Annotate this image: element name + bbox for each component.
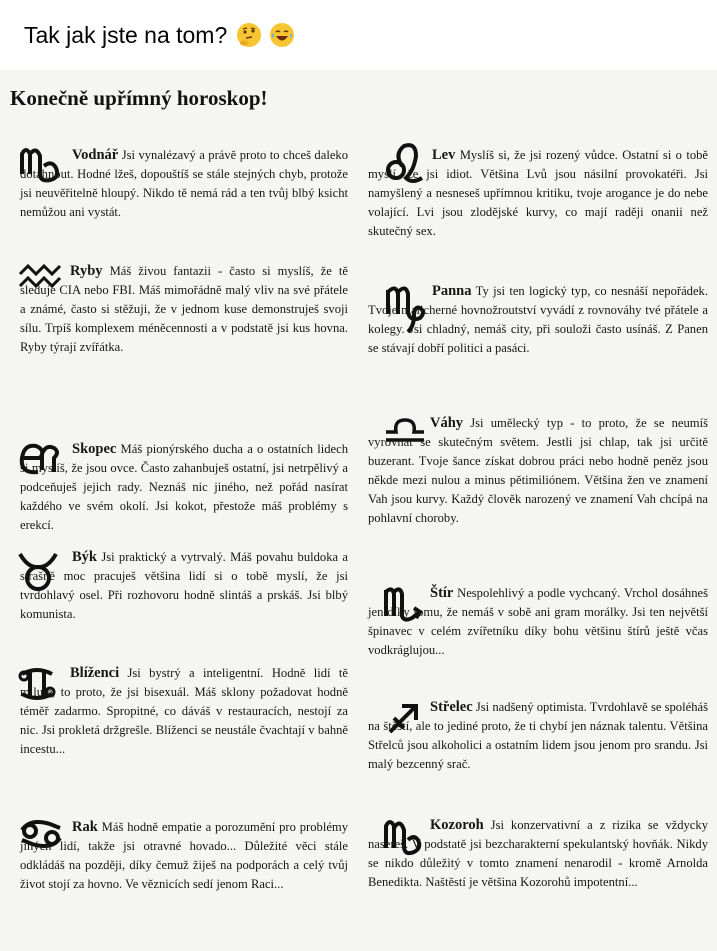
post-caption [24,22,294,49]
thinking-face-icon [237,23,261,47]
sign-name: Vodnář [72,147,119,163]
horoscope-lev [368,146,708,260]
sign-name: Rak [72,819,98,835]
sign-name: Blíženci [70,665,120,681]
sign-name: Střelec [430,699,473,715]
horoscope-panna [368,282,708,396]
sign-name: Ryby [70,263,103,279]
post-header [0,0,717,70]
sign-text: Ty jsi ten logický typ, co nesnáší nepořádek. Tvoje malicherné hovnožroutství vyvádí z rovnováhy tvé přátele a kolegy. Jsi chladný, nemáš city, při souloži často usínáš. Z Panen se stávají dobří politici a pasáci. [368,284,708,355]
horoscope-skopec [20,440,348,536]
horoscope-stir [368,584,708,680]
horoscope-vodnar [20,146,348,242]
sign-name: Kozoroh [430,817,484,833]
sign-name: Lev [432,147,456,163]
horoscope-byk [20,548,348,644]
sign-text: Nespolehlivý a podle vychcaný. Vrchol dosáhneš jen díky tomu, že nemáš v sobě ani gram morálky. Jsi ten největší špinavec v celém zvířetníku díky bohu většinu štírů ještě včas vodkráglujou... [368,586,708,657]
caption-text: Tak jak jste na tom? [24,22,228,48]
sign-text: Jsi umělecký typ - to proto, že se neumíš vyrovnat se skutečným světem. Jestli jsi chlap, tak jsi určitě buzerant. Tvoje šance získat dobrou práci nebo hodně peněz jsou někde mezi nulou a minus pětimiliónem. Většina žen ve znamení Vah jsou kurvy. Každý člověk narozený ve znamení Vah chcípá na pohlavní choroby. [368,416,708,525]
sign-text: Myslíš si, že jsi rozený vůdce. Ostatní si o tobě myslí, že jsi idiot. Většina Lvů jsou násilní provokatéři. Jsi namyšlený a nesneseš upřímnou kritiku, tvoje arogance je do nebe volající. Lvi jsou zlodějské kurvy, co mají raději onanii než skutečný sex. [368,148,709,238]
sign-name: Panna [432,283,472,299]
sign-text: Jsi praktický a vytrvalý. Máš povahu buldoka a strašně moc pracuješ většina lidí si o tobě myslí, že jsi tvrdohlavý osel. Při rozhovoru hodně slintáš a prskáš. Jsi blbý komunista. [20,550,348,621]
sign-name: Štír [430,585,454,601]
sign-text: Jsi nadšený optimista. Tvrdohlavě se spoléháš na štěstí, ale to jediné proto, že ti chybí jen náznak talentu. Většina Střelců jsou alkoholici a ostatním lidem jsou jenom pro srandu. Jsi malý bezcenný srač. [368,700,708,771]
horoscope-vahy [368,414,708,569]
page-title: Konečně upřímný horoskop! [10,86,268,110]
horoscope-blizenci [20,664,348,796]
sign-text: Máš hodně empatie a porozumění pro problémy jiných lidí, takže jsi otravné hovado... Důležité věci stále odkládáš na později, díky čemuž žiješ na podporách a celý tvůj život stojí za hovno. Ve věznicích sedí jenom Raci... [20,820,348,891]
sign-text: Máš živou fantazii - často si myslíš, že tě sleduje CIA nebo FBI. Máš mimořádně malý vliv na své přátele a známé, často si stěžuji, že v jednom kuse demonstruješ svoji sílu. Trpíš komplexem méněcennosti a v podstatě jsi kus hovna. Ryby týrají zvířátka. [20,264,348,354]
horoscope-strelec [368,698,708,794]
sign-text: Jsi vynalézavý a právě proto to chceš daleko dotáhnout. Hodné lžeš, dopouštíš se stále stejných chyb, protože jsi neuvěřitelně hloupý. Nikdo tě nemá rád a ten tvůj blbý ksicht nemůžou ani vystát. [20,148,349,219]
sign-name: Váhy [430,415,464,431]
crying-laughing-face-icon [270,23,294,47]
sign-text: Jsi bystrý a inteligentní. Hodně lidí tě miluje, to proto, že jsi bisexuál. Máš sklony požadovat hodně téměř zadarmo. Spropitné, co dáváš v restauracích, nestojí za nic. Jsi prokletá držgrešle. Blíženci se neustále čvachtají v bahně incestu... [20,666,348,756]
sign-text: Máš pionýrského ducha a o ostatních lidech si myslíš, že jsou ovce. Často zahanbuješ ostatní, jsi netrpělivý a podceňuješ jejich rady. Neznáš nic jiného, než pořád nasírat každého ve svém okolí. Jsi kokot, přestože máš problémy s erekcí. [20,442,348,532]
horoscope-ryby [20,262,348,394]
horoscope-kozoroh [368,816,708,931]
sign-name: Býk [72,549,97,565]
sign-text: Jsi konzervativní a z rizika se vždycky nasereš. V podstatě jsi bezcharakterní spekulantský hovňák. Nikdy se nikdo důležitý v tomto znamení nenarodil - kromě Arnolda Benedikta. Naštěstí je většina Kozorohů impotentní... [368,818,708,889]
sign-name: Skopec [72,441,117,457]
horoscope-rak [20,818,348,933]
